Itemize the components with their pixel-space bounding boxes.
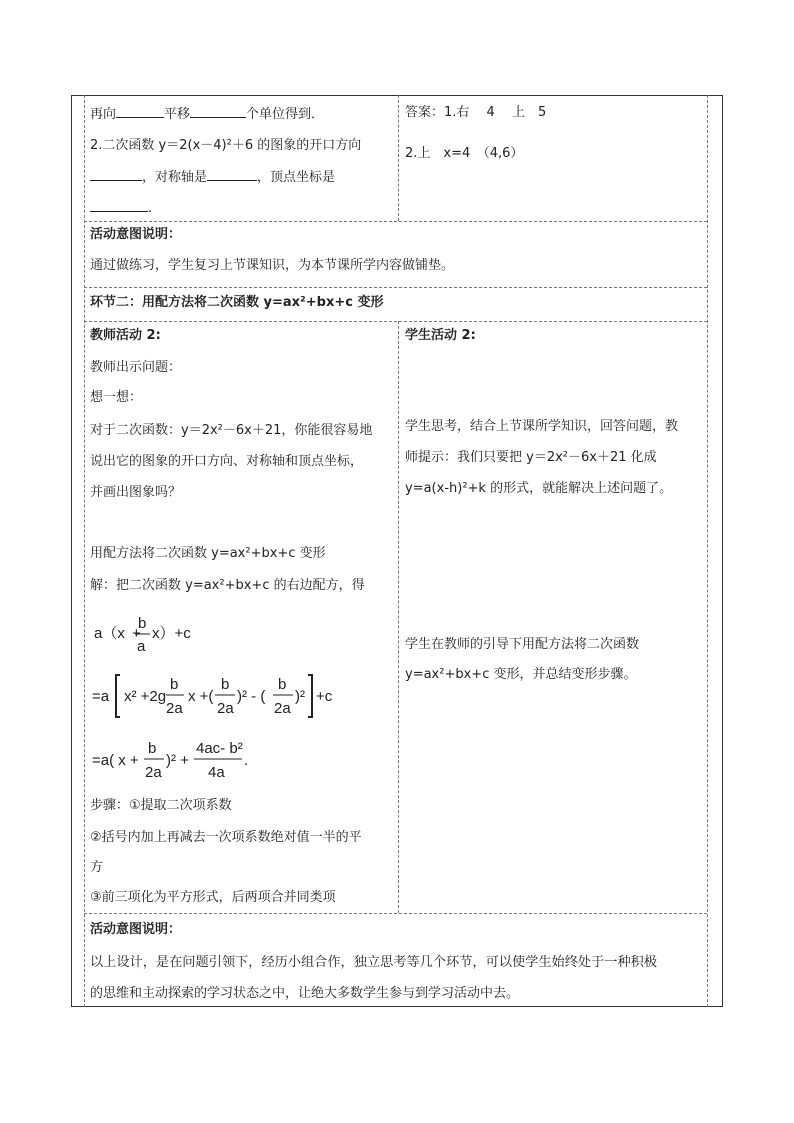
intent1-body: 通过做练习，学生复习上节课知识，为本节课所学内容做铺垫。 [90, 258, 455, 273]
column-divider-activity2 [398, 321, 399, 913]
formula-step2 [90, 671, 390, 721]
svg-text:2a: 2a [166, 700, 183, 717]
intent2-line1: 以上设计，是在问题引领下，经历小组合作，独立思考等几个环节，可以使学生始终处于一种积极 [90, 955, 658, 970]
svg-text:4ac- b²: 4ac- b² [196, 740, 243, 757]
svg-text:.: . [244, 752, 249, 769]
student-para2-line2: y=ax²+bx+c 变形，并总结变形步骤。 [405, 667, 637, 682]
frac-a: a [137, 638, 146, 655]
svg-text:2a: 2a [217, 700, 234, 717]
step-2: ②括号内加上再减去一次项系数绝对值一半的平 [90, 830, 362, 845]
exercise-q2-line3: . [90, 197, 152, 219]
frac-b: b [138, 615, 147, 632]
svg-text:x）+c: x）+c [152, 625, 191, 642]
exercise-q2-line1: 2.二次函数 y＝2(x－4)²＋6 的图象的开口方向 [90, 138, 362, 153]
student-para1-line3: y=a(x-h)²+k 的形式，就能解决上述问题了。 [405, 481, 673, 496]
answer-line2: 2.上 x=4 （4,6） [405, 146, 524, 161]
svg-text:b: b [221, 676, 230, 693]
exercise-line1: 再向 平移 个单位得到． [90, 103, 324, 125]
inner-border-left [84, 95, 86, 1007]
svg-text:4a: 4a [208, 764, 225, 781]
svg-text:)² - (: )² - ( [237, 688, 266, 705]
divider-row1 [84, 221, 707, 222]
student-para2-line1: 学生在教师的引导下用配方法将二次函数 [405, 637, 640, 652]
svg-text:+: + [132, 625, 141, 642]
student-para1-line1: 学生思考，结合上节课所学知识，回答问题，教 [405, 419, 679, 434]
svg-text:x +(: x +( [188, 688, 214, 705]
formula-step3 [90, 737, 390, 783]
teacher-line-2: 想一想： [90, 390, 143, 405]
step-3: ③前三项化为平方形式，后两项合并同类项 [90, 890, 336, 905]
svg-text:)²: )² [295, 688, 305, 705]
step-1: 步骤：①提取二次项系数 [90, 798, 232, 813]
column-divider-row1 [398, 95, 399, 221]
svg-text:)² +: )² + [166, 752, 189, 769]
section2-title: 环节二：用配方法将二次函数 y=ax²+bx+c 变形 [90, 295, 384, 310]
teacher-line-5: 并画出图象吗？ [90, 485, 182, 500]
teacher-line-6: 用配方法将二次函数 y=ax²+bx+c 变形 [90, 546, 326, 561]
formula-step1 [90, 612, 390, 658]
svg-text:=a: =a [92, 688, 110, 705]
svg-text:+c: +c [316, 688, 333, 705]
student-activity-title: 学生活动 2: [405, 328, 476, 343]
intent2-line2: 的思维和主动探索的学习状态之中，让绝大多数学生参与到学习活动中去。 [90, 986, 520, 1001]
svg-text:b: b [278, 676, 287, 693]
svg-text:a（x: a（x [94, 625, 125, 642]
svg-text:x² +2g: x² +2g [124, 688, 167, 705]
svg-text:2a: 2a [274, 700, 291, 717]
student-para1-line2: 师提示：我们只要把 y＝2x²－6x＋21 化成 [405, 450, 657, 465]
svg-text:=a( x +: =a( x + [92, 752, 139, 769]
teacher-line-4: 说出它的图象的开口方向、对称轴和顶点坐标， [90, 454, 364, 469]
exercise-q2-line2: ，对称轴是 ，顶点坐标是 [90, 166, 335, 188]
svg-text:2a: 2a [145, 764, 162, 781]
divider-intent1 [84, 287, 707, 288]
divider-section2 [84, 321, 707, 322]
svg-text:b: b [148, 740, 157, 757]
intent1-title: 活动意图说明： [90, 227, 182, 242]
divider-activity2 [84, 913, 707, 914]
teacher-activity-title: 教师活动 2: [90, 328, 161, 343]
step-2-cont: 方 [90, 860, 104, 875]
svg-text:b: b [170, 676, 179, 693]
teacher-line-1: 教师出示问题： [90, 360, 182, 375]
teacher-line-3: 对于二次函数：y＝2x²－6x＋21，你能很容易地 [90, 423, 373, 438]
inner-border-right [707, 95, 709, 1007]
teacher-line-7: 解：把二次函数 y=ax²+bx+c 的右边配方，得 [90, 578, 365, 593]
intent2-title: 活动意图说明： [90, 922, 182, 937]
answer-line1: 答案：1.右 4 上 5 [405, 105, 547, 120]
